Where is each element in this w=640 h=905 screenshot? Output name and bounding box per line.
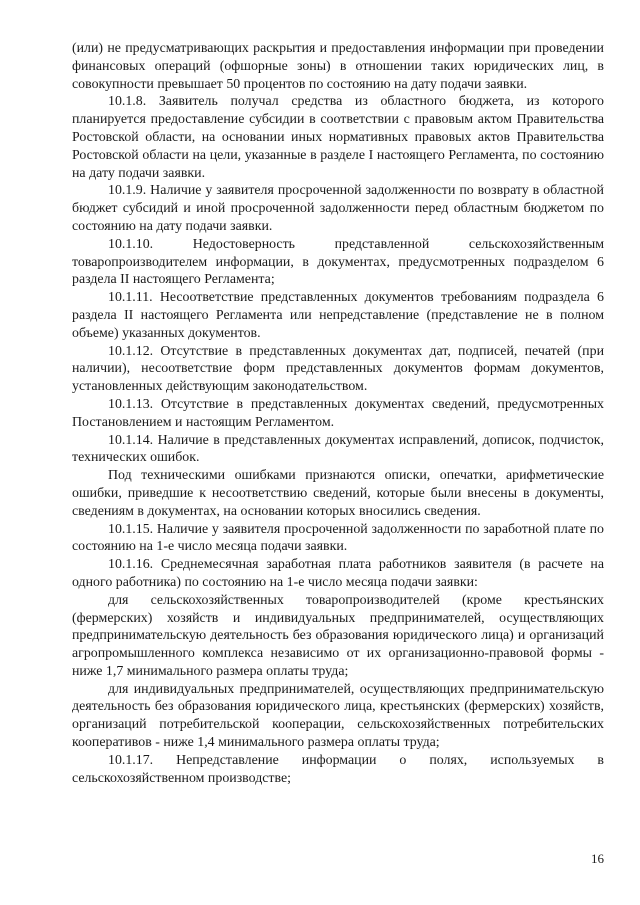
paragraph-10: 10.1.15. Наличие у заявителя просроченной задолженности по заработной плате по состоянию на 1-е число месяца подачи заявки. xyxy=(72,521,604,555)
paragraph-7: 10.1.13. Отсутствие в представленных документах сведений, предусмотренных Постановлением и настоящим Регламентом. xyxy=(72,396,604,430)
paragraph-12: для сельскохозяйственных товаропроизводителей (кроме крестьянских (фермерских) хозяйств и индивидуальных предпринимателей, осуществляющих предпринимательскую деятельность без образования юридического лица) и организаций агропромышленного комплекса независимо от их организационно-правовой формы - ниже 1,7 минимального размера оплаты труда; xyxy=(72,592,604,679)
page-number: 16 xyxy=(591,851,604,866)
paragraph-6: 10.1.12. Отсутствие в представленных документах дат, подписей, печатей (при наличии), несоответствие форм представленных документов формам документов, установленных действующим законодательством. xyxy=(72,343,604,395)
paragraph-2: 10.1.8. Заявитель получал средства из областного бюджета, из которого планируется предоставление субсидии в соответствии с правовым актом Правительства Ростовской области, на основании иных нормативных правовых актов Правительства Ростовской области на цели, указанные в разделе I настоящего Регламента, по состоянию на дату подачи заявки. xyxy=(72,94,604,181)
paragraph-13: для индивидуальных предпринимателей, осуществляющих предпринимательскую деятельность без образования юридического лица, крестьянских (фермерских) хозяйств, организаций потребительской кооперации, сельскохозяйственных потребительских кооперативов - ниже 1,4 минимального размера оплаты труда; xyxy=(72,681,604,751)
paragraph-11: 10.1.16. Среднемесячная заработная плата работников заявителя (в расчете на одного работника) по состоянию на 1-е число месяца подачи заявки: xyxy=(72,557,604,590)
paragraph-1: (или) не предусматривающих раскрытия и предоставления информации при проведении финансовых операций (офшорные зоны) в отношении таких юридических лиц, в совокупности превышает 50 процентов по состоянию на дату подачи заявки. xyxy=(72,41,604,92)
paragraph-9: Под техническими ошибками признаются описки, опечатки, арифметические ошибки, приведшие к несоответствию сведений, которые были внесены в документы, сведениям в документах, на основании которых вносились сведения. xyxy=(72,468,604,519)
paragraph-5: 10.1.11. Несоответствие представленных документов требованиям подраздела 6 раздела II настоящего Регламента или непредставление (представление не в полном объеме) указанных документов. xyxy=(72,290,604,341)
paragraph-14: 10.1.17. Непредставление информации о полях, используемых в сельскохозяйственном производстве; xyxy=(72,752,604,786)
paragraph-8: 10.1.14. Наличие в представленных документах исправлений, дописок, подчисток, технических ошибок. xyxy=(72,432,604,466)
paragraph-3: 10.1.9. Наличие у заявителя просроченной задолженности по возврату в областной бюджет субсидий и иной просроченной задолженности перед областным бюджетом по состоянию на дату подачи заявки. xyxy=(72,183,604,234)
paragraph-4: 10.1.10. Недостоверность представленной сельскохозяйственным товаропроизводителем информации, в документах, предусмотренных подразделом 6 раздела II настоящего Регламента; xyxy=(72,236,604,288)
document-body xyxy=(72,40,604,787)
